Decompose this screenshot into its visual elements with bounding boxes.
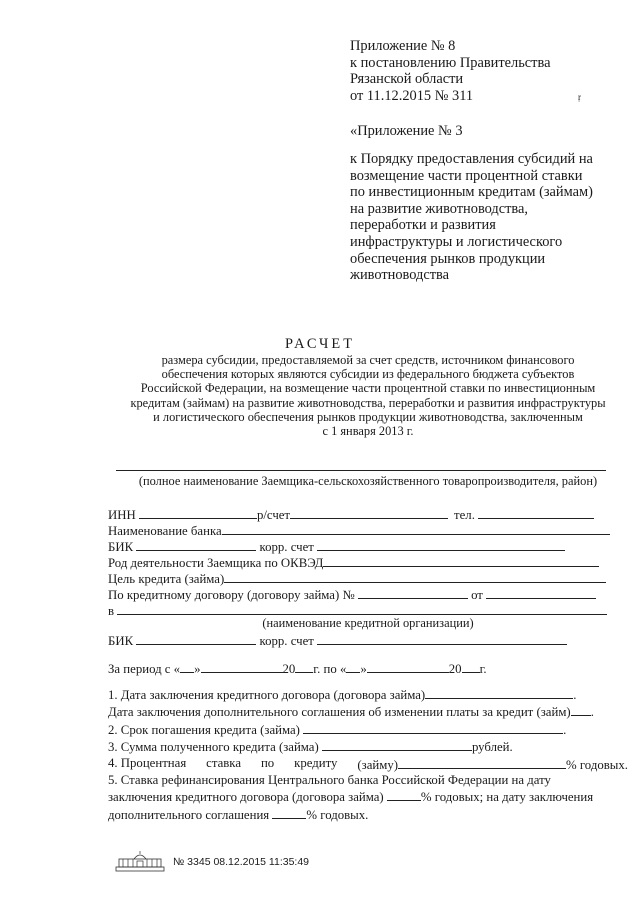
bik2-label: БИК [108, 634, 134, 648]
purpose-label: Цель кредита (займа) [108, 572, 225, 586]
period-quote: » [194, 662, 201, 676]
korr2-field[interactable] [317, 632, 567, 645]
header-line: к постановлению Правительства [350, 54, 551, 71]
korr2-label: корр. счет [259, 634, 314, 648]
bank-name-label: Наименование банка [108, 524, 222, 538]
item-3-end: рублей. [471, 740, 513, 755]
government-building-stamp-icon [115, 850, 165, 872]
item-1-field[interactable] [425, 686, 573, 699]
borrower-caption: (полное наименование Заемщика-сельскохозяйственного товаропроизводителя, район) [138, 474, 598, 488]
bik2-field[interactable] [136, 632, 256, 645]
appendix3-title: «Приложение № 3 [350, 123, 463, 139]
period-start-year[interactable] [295, 660, 313, 673]
period-year-prefix: 20 [282, 662, 296, 676]
activity-row [108, 554, 599, 571]
item-2-field[interactable] [303, 721, 563, 734]
appendix8-header [350, 38, 622, 104]
item-4-word: кредиту [294, 755, 338, 770]
period-row [108, 660, 487, 677]
inn-field[interactable] [139, 506, 257, 519]
credit-org-field[interactable] [117, 602, 607, 615]
borrower-name-line[interactable] [116, 470, 606, 471]
tel-field[interactable] [478, 506, 594, 519]
item-1 [108, 686, 628, 703]
document-heading: РАСЧЕТ [284, 336, 355, 352]
item-5-rate-field[interactable] [387, 788, 421, 801]
rs-label: р/счет [256, 508, 291, 522]
bik-row [108, 538, 565, 555]
corner-mark: ṛ [578, 92, 581, 102]
purpose-field[interactable] [224, 570, 606, 583]
inn-row [108, 506, 594, 523]
korr-field[interactable] [317, 538, 565, 551]
item-4 [108, 756, 628, 773]
contract-row [108, 586, 596, 603]
appendix3-line: обеспечения рынков продукции [350, 250, 546, 267]
registration-number: № 3345 08.12.2015 11:35:49 [173, 856, 310, 868]
period-to-label: г. по « [313, 662, 347, 676]
period-year-prefix: 20 [448, 662, 462, 676]
period-year-suffix: г. [479, 662, 487, 676]
item-5-line2 [108, 788, 628, 805]
inn-label: ИНН [108, 508, 136, 522]
item-4-field[interactable] [398, 756, 566, 769]
period-end-year[interactable] [462, 660, 480, 673]
subtitle-line: с 1 января 2013 г. [322, 424, 414, 439]
item-3 [108, 738, 628, 755]
period-start-month[interactable] [201, 660, 283, 673]
item-4-end: % годовых. [566, 757, 628, 772]
subtitle-line: Российской Федерации, на возмещение части процентной ставки по инвестиционным [140, 381, 596, 396]
item-4-word: 4. Процентная [108, 755, 187, 770]
item-4-word: по [260, 755, 275, 770]
item-5-line3-tail: % годовых. [306, 807, 369, 822]
item-5-addl-rate-field[interactable] [272, 806, 306, 819]
appendix3-line: животноводства [350, 267, 449, 284]
item-3-field[interactable] [322, 738, 472, 751]
item-5-line2-tail: % годовых; на дату заключения [420, 790, 594, 805]
appendix3-line: переработки и развития [350, 217, 496, 234]
bik2-row [108, 632, 567, 649]
item-4-word: ставка [206, 755, 242, 770]
contract-number-field[interactable] [358, 586, 468, 599]
korr-label: корр. счет [259, 540, 314, 554]
appendix3-line: возмещение части процентной ставки [350, 167, 583, 184]
period-start-day[interactable] [180, 660, 194, 673]
appendix3-line: инфраструктуры и логистического [350, 233, 563, 250]
period-end-day[interactable] [346, 660, 360, 673]
document-subtitle [108, 353, 628, 438]
period-label: За период с « [108, 662, 181, 676]
item-5-line3 [108, 806, 628, 823]
subtitle-line: кредитам (займам) на развитие животноводства, переработки и развития инфраструктуры [130, 395, 606, 410]
from-label: от [471, 588, 483, 602]
item-2-label: 2. Срок погашения кредита (займа) [108, 722, 300, 737]
appendix3-line: к Порядку предоставления субсидий на [350, 151, 593, 167]
header-line: Рязанской области [350, 71, 464, 88]
header-line: от 11.12.2015 № 311 [350, 87, 474, 104]
item-1-end: . [573, 688, 577, 702]
bik-field[interactable] [136, 538, 256, 551]
subtitle-line: обеспечения которых являются субсидии из федерального бюджета субъектов [161, 367, 575, 382]
period-end-month[interactable] [367, 660, 449, 673]
bank-name-field[interactable] [222, 522, 610, 535]
credit-org-caption: (наименование кредитной организации) [262, 616, 474, 630]
calculation-items [108, 686, 628, 823]
appendix3-line: на развитие животноводства, [350, 200, 529, 217]
item-1-label: 1. Дата заключения кредитного договора (договора займа) [108, 688, 426, 702]
item-3-label: 3. Сумма полученного кредита (займа) [108, 740, 319, 755]
item-1b-label: Дата заключения дополнительного соглашения об изменении платы за кредит (займ) [108, 705, 571, 720]
item-1b-end: . [590, 705, 594, 720]
in-label: в [108, 604, 115, 618]
item-1b-field[interactable] [571, 703, 591, 716]
contract-date-field[interactable] [486, 586, 596, 599]
item-2-end: . [563, 722, 567, 737]
subtitle-line: и логистического обеспечения рынков продукции животноводства, заключенным [153, 409, 583, 424]
bik-label: БИК [108, 540, 134, 554]
purpose-row [108, 570, 606, 587]
rs-field[interactable] [290, 506, 448, 519]
appendix3-description [350, 151, 625, 284]
tel-label: тел. [454, 508, 475, 522]
header-line: Приложение № 8 [350, 38, 456, 54]
appendix3-line: по инвестиционным кредитам (займам) [350, 184, 593, 201]
subtitle-line: размера субсидии, предоставляемой за счет средств, источником финансового [161, 353, 575, 367]
item-4-word: (займу) [357, 757, 398, 772]
bank-name-row [108, 522, 610, 539]
item-4-tail [357, 756, 628, 773]
activity-label: Род деятельности Заемщика по ОКВЭД [108, 556, 324, 570]
item-5-line1: 5. Ставка рефинансирования Центрального банка Российской Федерации на дату [108, 773, 551, 788]
item-2 [108, 721, 628, 738]
activity-field[interactable] [323, 554, 599, 567]
item-5-line2-label: заключения кредитного договора (договора займа) [108, 790, 384, 805]
contract-label: По кредитному договору (договору займа) № [108, 588, 355, 602]
item-5-line3-label: дополнительного соглашения [108, 807, 270, 822]
item-1b [108, 703, 628, 720]
period-quote: » [360, 662, 367, 676]
